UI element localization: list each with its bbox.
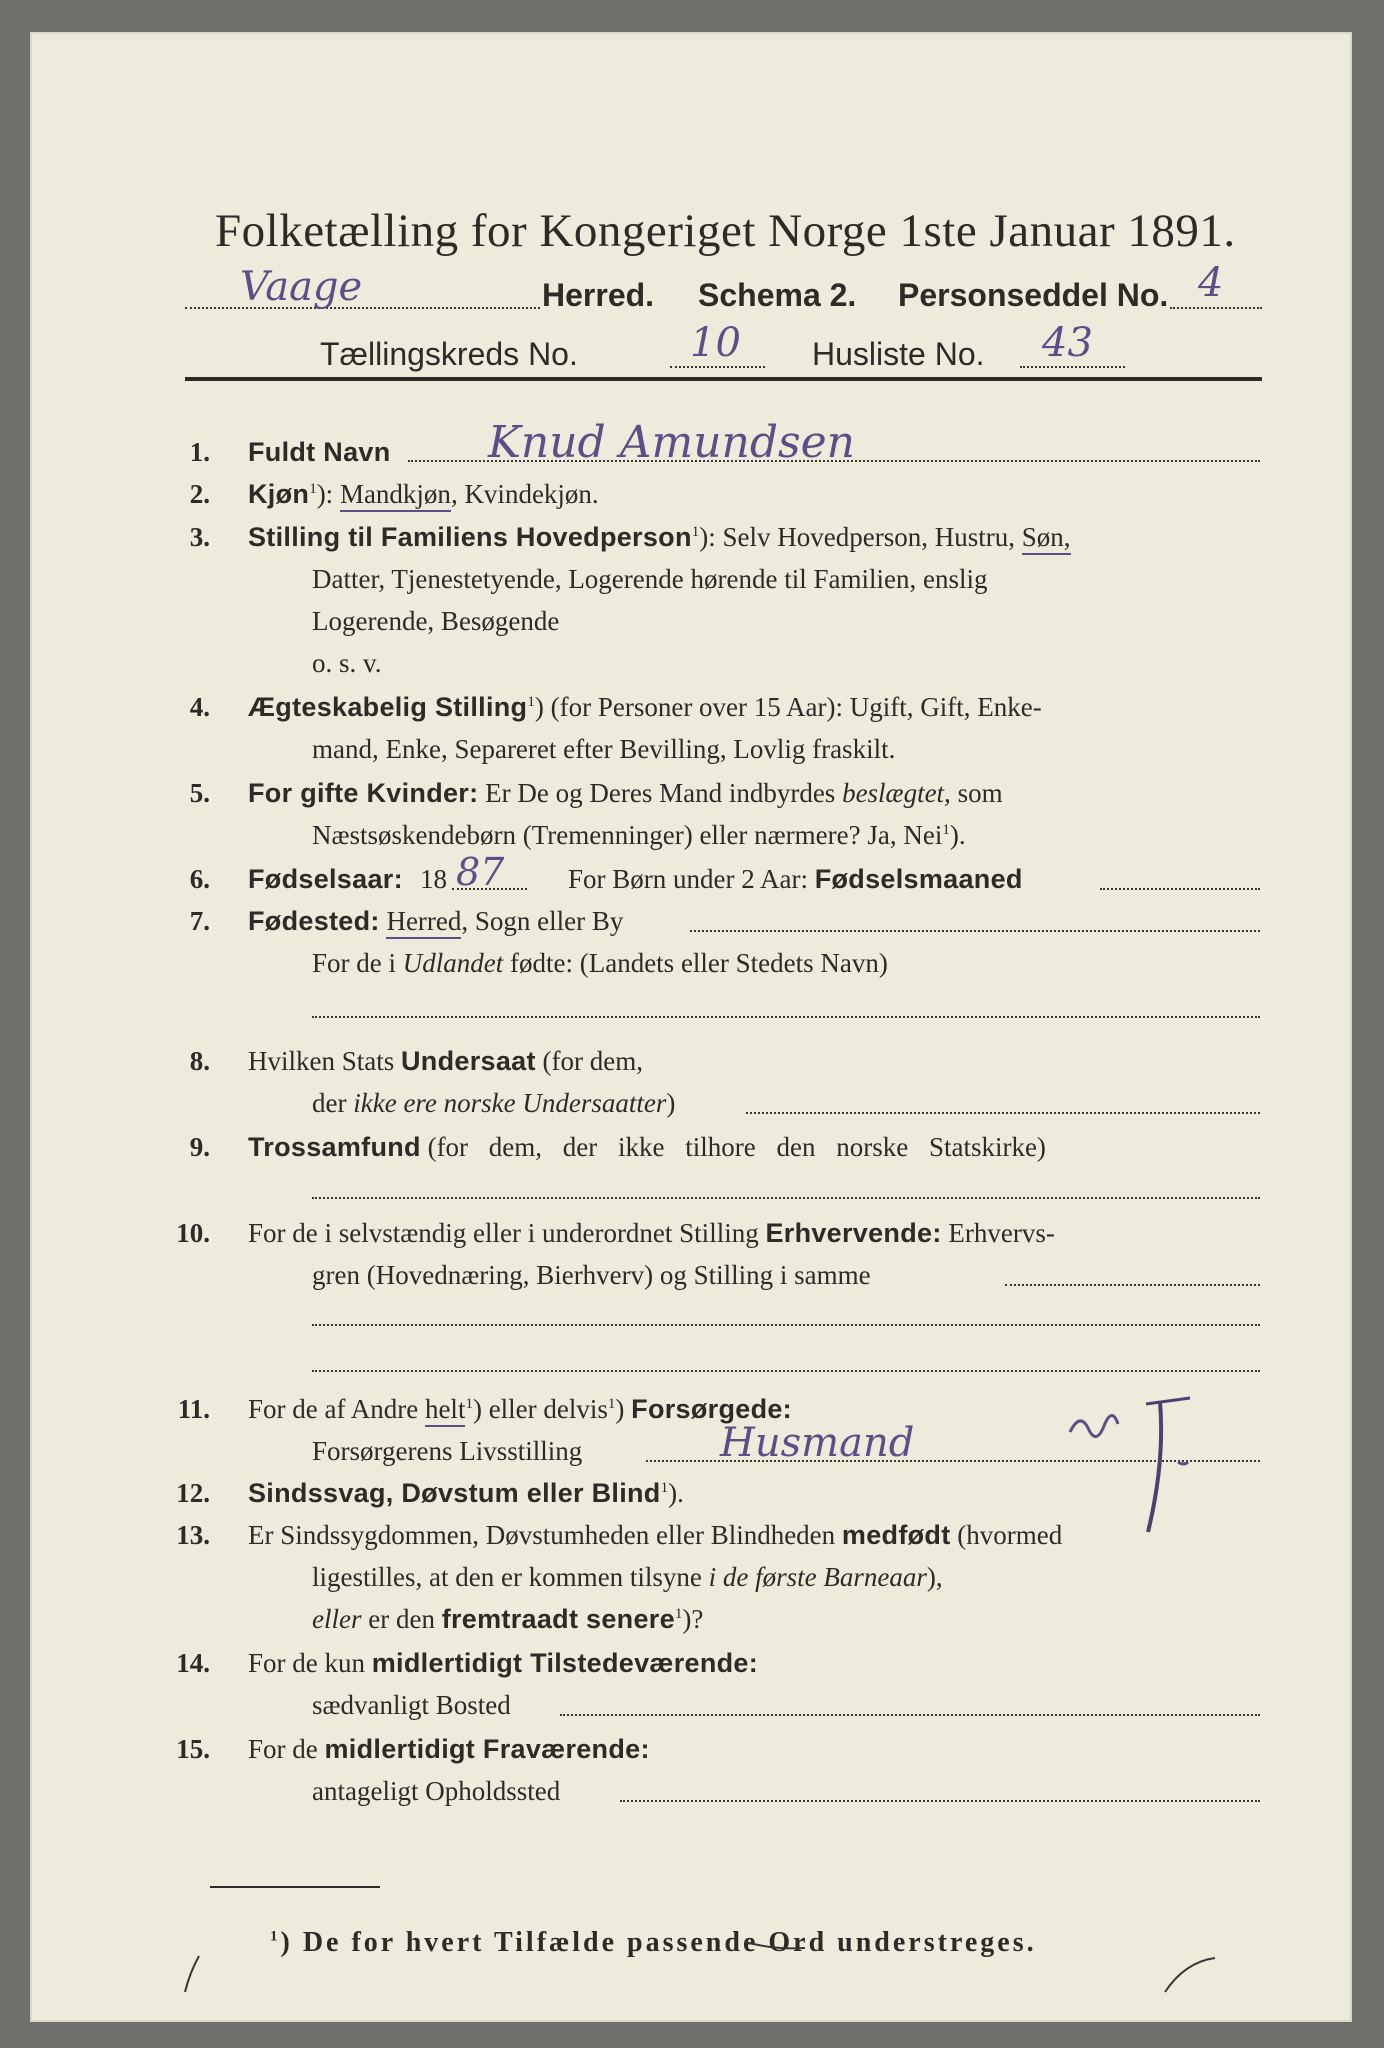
item-5-text: Er De og Deres Mand indbyrdes [485, 778, 836, 808]
item-13-senere: fremtraadt senere [441, 1604, 675, 1634]
item-6-label: Fødselsaar: [248, 864, 403, 894]
item-6-maaned-line [1100, 888, 1260, 890]
item-7-label: Fødested: [248, 906, 380, 936]
item-11-number: 11. [177, 1394, 210, 1424]
item-13-row2 [312, 1562, 943, 1593]
item-13-text: Er Sindssygdommen, Døvstumheden eller Blindheden [248, 1520, 836, 1550]
item-14-text: For de kun [248, 1648, 365, 1678]
item-5-beslaegtet: beslægtet, [842, 778, 951, 808]
item-13-end2: ), [926, 1562, 943, 1592]
item-13-eller: eller [312, 1604, 362, 1634]
item-3-son: Søn, [1022, 522, 1071, 555]
item-9-number: 9. [189, 1132, 210, 1162]
footnote-sup: 1 [270, 1928, 281, 1945]
item-11-sup: 1 [465, 1396, 473, 1412]
personseddel-value: 4 [1198, 260, 1224, 306]
item-11-row2: Forsørgerens Livsstilling [312, 1436, 583, 1466]
item-11-sup2: 1 [607, 1396, 616, 1412]
item-11-value: Husmand [720, 1420, 915, 1466]
item-14-label: midlertidigt Tilstedeværende: [371, 1648, 759, 1678]
census-form [30, 32, 1352, 2022]
item-7-row2 [312, 948, 888, 979]
herred-value: Vaage [240, 264, 363, 310]
item-10-text2: Erhvervs- [948, 1218, 1055, 1248]
item-5-sup: 1 [942, 822, 950, 838]
herred-line [185, 307, 540, 309]
item-10-row1 [248, 1218, 1055, 1249]
item-14-number: 14. [176, 1648, 210, 1678]
item-3-options: Selv Hovedperson, Hustru, [722, 522, 1015, 552]
item-14-row2: sædvanligt Bosted [312, 1690, 511, 1720]
herred-label: Herred. [542, 277, 655, 313]
kreds-line [670, 366, 765, 368]
item-5-text2: Næstsøskendebørn (Tremenninger) eller nærmere? Ja, Nei [312, 820, 943, 850]
kreds-value: 10 [690, 320, 741, 366]
item-9-row1 [248, 1132, 1260, 1163]
husliste-line [1020, 366, 1125, 368]
item-13-text2: (hvormed [957, 1520, 1063, 1550]
item-12-sup: 1 [660, 1480, 669, 1496]
item-7-rest: , Sogn eller By [461, 906, 624, 936]
item-4-row1: Ægteskabelig Stilling$^1$) (for Personer over 15 Aar): Ugift, Gift, Enke- [248, 692, 1042, 722]
item-2-kvindekjon: Kvindekjøn. [464, 479, 599, 509]
item-9-text: (for dem, der ikke tilhore den norske Statskirke) [427, 1132, 1046, 1162]
item-12-label: Sindssvag, Døvstum eller Blind [248, 1478, 661, 1508]
item-10-line [1005, 1284, 1260, 1286]
item-8-number: 8. [189, 1046, 210, 1076]
item-6-row2 [568, 864, 1023, 895]
item-5-number: 5. [189, 778, 210, 808]
item-5-row1 [248, 778, 1003, 809]
item-7-fordei: For de i [312, 948, 396, 978]
item-4-sup: 1 [527, 694, 535, 710]
item-13-number: 13. [176, 1520, 210, 1550]
item-8-text2: (for dem, [542, 1046, 643, 1076]
item-13-row1 [248, 1520, 1062, 1551]
item-8-line [746, 1112, 1260, 1114]
item-11-close: ) [615, 1394, 625, 1424]
husliste-label: Husliste No. [812, 336, 985, 372]
item-8-text: Hvilken Stats [248, 1046, 395, 1076]
footnote-text: ) De for hvert Tilfælde passende Ord understreges. [280, 1927, 1037, 1958]
item-3-row3: Logerende, Besøgende [312, 606, 560, 636]
item-15-line [620, 1800, 1260, 1802]
item-13-row3 [312, 1604, 703, 1635]
husliste-value: 43 [1042, 320, 1093, 366]
personseddel-line [1170, 307, 1262, 309]
item-11-text: For de af Andre [248, 1394, 419, 1424]
item-6-text: For Børn under 2 Aar: [568, 864, 808, 894]
footnote-rule [210, 1886, 380, 1888]
item-4-label: Ægteskabelig Stilling [248, 692, 528, 722]
item-9-label: Trossamfund [248, 1132, 421, 1162]
item-7-row1 [248, 906, 623, 937]
item-5-end: ). [949, 820, 966, 850]
item-5-row2 [312, 820, 966, 851]
item-8-row1 [248, 1046, 643, 1077]
item-10-text: For de i selvstændig eller i underordnet Stilling [248, 1218, 759, 1248]
item-10-number: 10. [176, 1218, 210, 1248]
item-5-label: For gifte Kvinder: [248, 778, 479, 808]
item-2-label: Kjøn [248, 479, 310, 509]
item-10-line2 [312, 1324, 1260, 1326]
item-7-number: 7. [189, 906, 210, 936]
item-2-sup: 1 [309, 481, 317, 497]
item-13-end3: )? [682, 1604, 704, 1634]
item-11-helt: helt [425, 1394, 466, 1427]
item-13-text3: ligestilles, at den er kommen tilsyne [312, 1562, 702, 1592]
item-8-end: ) [666, 1088, 676, 1118]
item-6-year-value: 87 [456, 850, 505, 894]
item-6-prefix: 18 [420, 864, 447, 894]
item-9-line [312, 1197, 1260, 1199]
item-14-row1 [248, 1648, 758, 1679]
item-13-erden: er den [368, 1604, 435, 1634]
item-11-row1 [248, 1394, 792, 1425]
item-7-text2: fødte: (Landets eller Stedets Navn) [510, 948, 888, 978]
item-3-row1: Stilling til Familiens Hovedperson$^1$): Selv Hovedperson, Hustru, Søn, [248, 522, 1071, 553]
item-2-row: Kjøn$^1$): Mandkjøn, Kvindekjøn. [248, 479, 599, 510]
kreds-label: Tællingskreds No. [320, 336, 578, 372]
handwritten-mark [1050, 1362, 1260, 1572]
item-3-label: Stilling til Familiens Hovedperson [248, 522, 692, 552]
item-14-line [560, 1714, 1260, 1716]
item-8-label: Undersaat [401, 1046, 536, 1076]
item-1-number: 1. [189, 437, 210, 467]
item-8-row2 [312, 1088, 675, 1119]
item-12-end: ). [668, 1478, 684, 1508]
form-title: Folketælling for Kongeriget Norge 1ste Januar 1891. [215, 205, 1236, 257]
item-13-sup: 1 [674, 1606, 683, 1622]
item-1-value: Knud Amundsen [488, 417, 855, 468]
margin-marks [155, 1932, 1305, 2012]
item-1-label: Fuldt Navn [248, 437, 391, 467]
item-3-sup: 1 [691, 524, 700, 540]
item-13-medfodt: medfødt [841, 1520, 951, 1550]
item-8-italic: ikke ere norske Undersaatter [353, 1088, 667, 1118]
item-7-udlandet: Udlandet [402, 948, 504, 978]
item-11-label: Forsørgede: [631, 1394, 792, 1424]
item-3-row4: o. s. v. [312, 648, 382, 678]
item-4-text: (for Personer over 15 Aar): Ugift, Gift, Enke- [550, 692, 1042, 722]
item-6-number: 6. [189, 864, 210, 894]
item-2-mandkjon: Mandkjøn [340, 479, 451, 512]
item-2-number: 2. [189, 479, 210, 509]
item-11-delvis: ) eller delvis [472, 1394, 608, 1424]
item-7-herred: Herred [386, 906, 461, 939]
item-6-maaned-label: Fødselsmaaned [814, 864, 1023, 894]
personseddel-label: Personseddel No. [898, 277, 1169, 313]
item-15-row1 [248, 1734, 650, 1765]
item-7-line [690, 930, 1260, 932]
item-10-label: Erhvervende: [765, 1218, 942, 1248]
item-15-label: midlertidigt Fraværende: [324, 1734, 650, 1764]
item-10-row2: gren (Hovednæring, Bierhverv) og Stilling i samme [312, 1260, 871, 1290]
item-7-line2 [312, 1016, 1260, 1018]
item-13-italic: i de første Barneaar [708, 1562, 927, 1592]
item-15-number: 15. [176, 1734, 210, 1764]
item-4-row2: mand, Enke, Separeret efter Bevilling, Lovlig fraskilt. [312, 734, 896, 764]
item-5-som: som [957, 778, 1003, 808]
item-15-text: For de [248, 1734, 318, 1764]
item-12-number: 12. [176, 1478, 210, 1508]
item-8-der: der [312, 1088, 347, 1118]
item-12-row [248, 1478, 684, 1509]
schema-label: Schema 2. [698, 277, 857, 313]
item-15-row2: antageligt Opholdssted [312, 1776, 561, 1806]
item-3-row2: Datter, Tjenestetyende, Logerende hørende til Familien, enslig [312, 564, 988, 594]
header-rule [185, 377, 1262, 381]
item-4-number: 4. [189, 692, 210, 722]
item-3-number: 3. [189, 522, 210, 552]
